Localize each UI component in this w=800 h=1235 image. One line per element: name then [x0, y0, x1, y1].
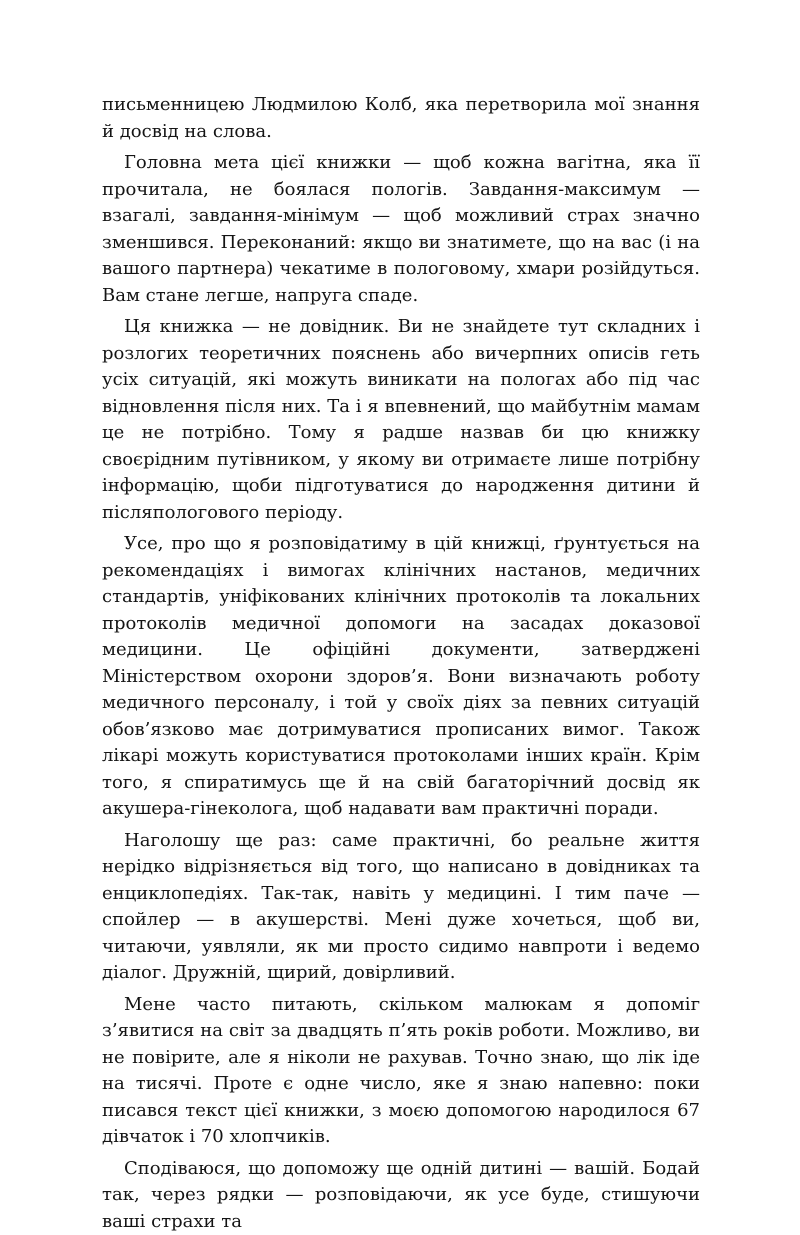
paragraph-protocols: Усе, про що я розповідатиму в цій книжці, ґрунтується на рекомендаціях і вимогах клінічних настанов, медичних стандартів, уніфікованих клінічних протоколів та локальних протоколів медичної допомоги на засадах доказової медицини. Це офіційні документи, затверджені Міністерством охорони здоров’я. Вони визначають роботу медичного персоналу, і той у своїх діях за певних ситуацій обов’язково має дотримуватися прописаних вимог. Також лікарі можуть користуватися протоколами інших країн. Крім того, я спиратимусь ще й на свій багаторічний досвід як акушера-гінеколога, щоб надавати вам практичні поради. — [102, 531, 700, 823]
paragraph-hope: Сподіваюся, що допоможу ще одній дитині — вашій. Бодай так, через рядки — розповідаючи, як усе буде, стишуючи ваші страхи та — [102, 1156, 700, 1235]
paragraph-not-reference: Ця книжка — не довідник. Ви не знайдете тут складних і розлогих теоретичних пояснень або вичерпних описів геть усіх ситуацій, які можуть виникати на пологах або під час відновлення після них. Та і я впевнений, що майбутнім мамам це не потрібно. Тому я радше назвав би цю книжку своєрідним путівником, у якому ви отримаєте лише потрібну інформацію, щоби підготуватися до народження дитини й післяпологового періоду. — [102, 314, 700, 526]
paragraph-continuation: письменницею Людмилою Колб, яка перетворила мої знання й досвід на слова. — [102, 92, 700, 145]
paragraph-births-count: Мене часто питають, скільком малюкам я допоміг з’явитися на світ за двадцять п’ять років роботи. Можливо, ви не повірите, але я ніколи не рахував. Точно знаю, що лік іде на тисячі. Проте є одне число, яке я знаю напевно: поки писався текст цієї книжки, з моєю допомогою народилося 67 дівчаток і 70 хлопчиків. — [102, 992, 700, 1151]
paragraph-practical: Наголошу ще раз: саме практичні, бо реальне життя нерідко відрізняється від того, що написано в довідниках та енциклопедіях. Так-так, навіть у медицині. І тим паче — спойлер — в акушерстві. Мені дуже хочеться, щоб ви, читаючи, уявляли, як ми просто сидимо навпроти і ведемо діалог. Дружній, щирий, довірливий. — [102, 828, 700, 987]
paragraph-main-goal: Головна мета цієї книжки — щоб кожна вагітна, яка її прочитала, не боялася пологів. Завдання-максимум — взагалі, завдання-мінімум — щоб можливий страх значно зменшився. Переконаний: якщо ви знатимете, що на вас (і на вашого партнера) чекатиме в пологовому, хмари розійдуться. Вам стане легше, напруга спаде. — [102, 150, 700, 309]
